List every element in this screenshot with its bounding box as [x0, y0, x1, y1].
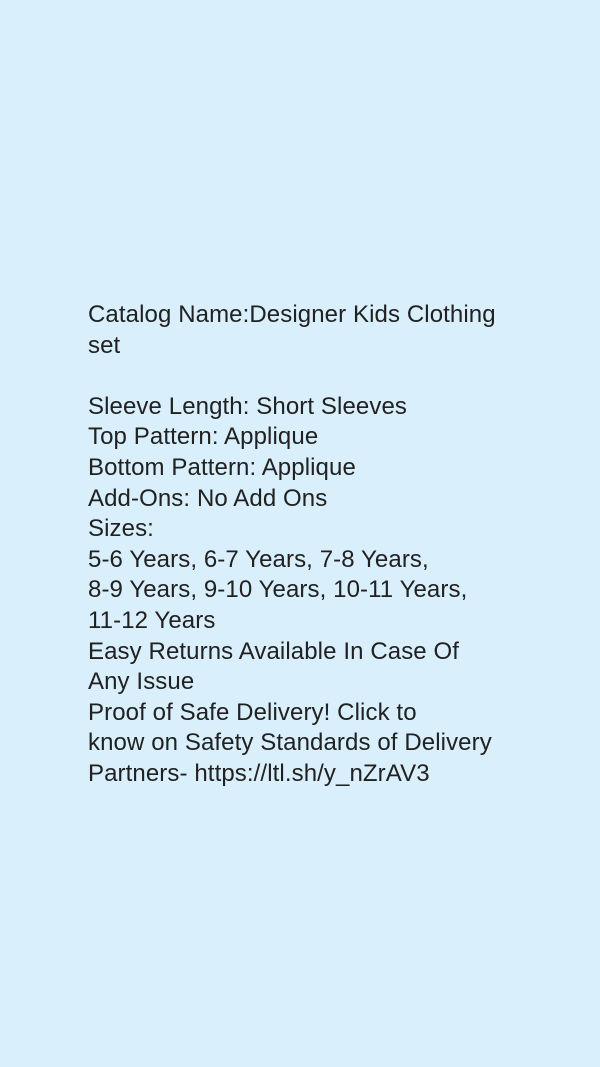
text-line: Sizes:	[88, 515, 154, 543]
text-line: Any Issue	[88, 668, 195, 696]
text-line: Sleeve Length: Short Sleeves	[88, 392, 408, 420]
text-line-with-url: Partners- https://ltl.sh/y_nZrAV3	[88, 759, 430, 787]
blank-line	[88, 361, 558, 392]
text-line: 8-9 Years, 9-10 Years, 10-11 Years,	[88, 576, 468, 604]
text-line: Proof of Safe Delivery! Click to	[88, 698, 417, 726]
text-line: Easy Returns Available In Case Of	[88, 637, 460, 665]
catalog-name-line: Catalog Name:Designer Kids Clothing	[88, 301, 496, 328]
catalog-description-text-block	[88, 300, 558, 790]
text-line: know on Safety Standards of Delivery	[88, 729, 492, 757]
text-line: Top Pattern: Applique	[88, 423, 319, 451]
text-line: 11-12 Years	[88, 606, 216, 634]
catalog-name-line: set	[88, 331, 121, 359]
text-line: Bottom Pattern: Applique	[88, 453, 356, 481]
text-line: 5-6 Years, 6-7 Years, 7-8 Years,	[88, 545, 429, 573]
text-line: Add-Ons: No Add Ons	[88, 484, 328, 512]
